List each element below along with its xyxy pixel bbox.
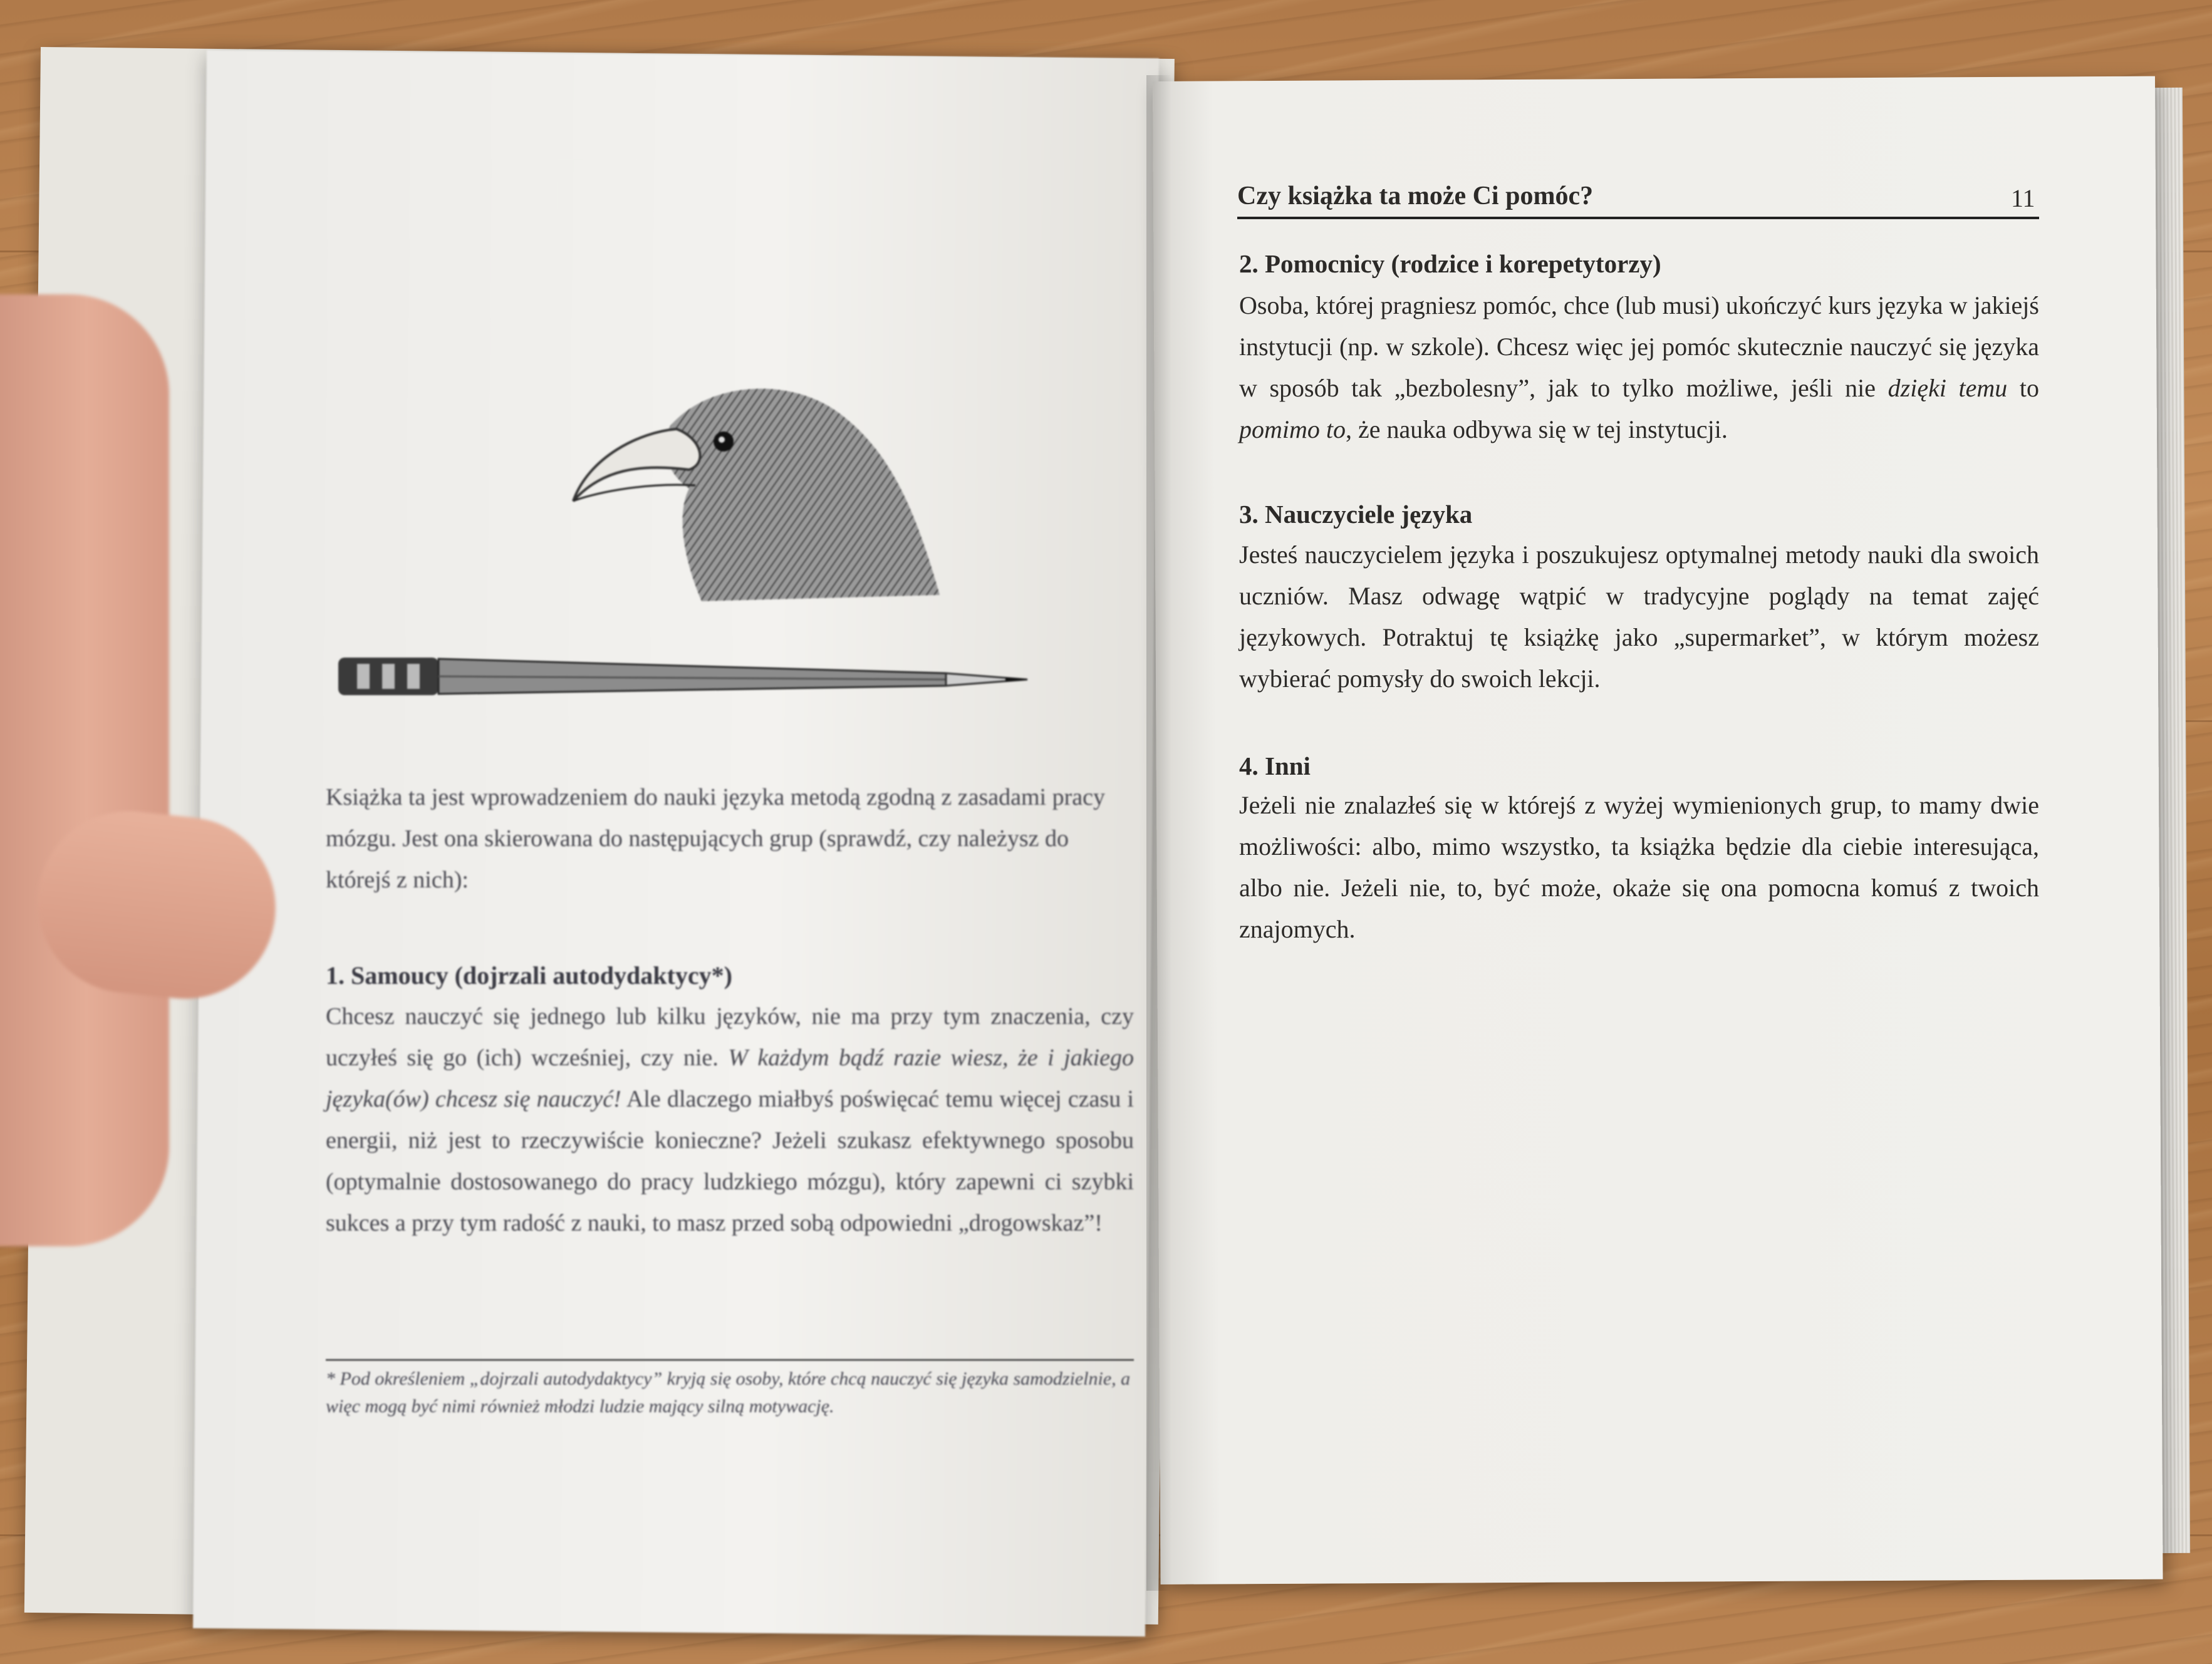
section4-heading: 4. Inni — [1239, 752, 1311, 780]
left-intro-paragraph: Książka ta jest wprowadzeniem do nauki języka metodą zgodną z zasadami pracy mózgu. Jest ona skierowana do następujących grup (sprawdź, czy należysz do którejś z nich): — [326, 784, 1105, 893]
section3-heading: 3. Nauczyciele języka — [1239, 500, 1473, 529]
header-rule — [1237, 217, 2039, 219]
hand — [0, 294, 169, 1246]
section2-emphasis-1: dzięki temu — [1887, 374, 2008, 402]
section3-body: Jesteś nauczycielem języka i poszukujesz optymalnej metody nauki dla swoich uczniów. Masz odwagę wątpić w tradycyjne poglądy na temat zajęć językowych. Potraktuj tę książkę jako „supermarket”, w którym możesz wybierać pomysły do swoich lekcji. — [1239, 540, 2039, 693]
eagle-illustration — [564, 369, 965, 607]
section2-body-end: , że nauka odbywa się w tej instytucji. — [1346, 415, 1728, 443]
section2-body — [1239, 285, 2039, 450]
section2-emphasis-2: pomimo to — [1239, 415, 1346, 443]
section2-heading: 2. Pomocnicy (rodzice i korepetytorzy) — [1239, 249, 1661, 278]
page-number: 11 — [2011, 184, 2035, 212]
section1-heading: 1. Samoucy (dojrzali autodydaktycy*) — [326, 961, 732, 990]
section1-body — [326, 996, 1134, 1244]
footnote-rule — [326, 1359, 1134, 1361]
section2-body-start: Osoba, której pragniesz pomóc, chce (lub musi) ukończyć kurs języka w jakiejś instytucji (np. w szkole). Chcesz więc jej pomóc skutecznie nauczyć się języka w sposób tak „bezbolesny”, jak to tylko możliwe, jeśli nie — [1239, 291, 2039, 402]
book-gutter — [1146, 75, 1171, 1591]
section1-body-start: Chcesz nauczyć się jednego lub kilku języków, nie ma przy tym znaczenia, czy uczyłeś się go (ich) wcześniej, czy nie. — [326, 1003, 1134, 1071]
section2-connector: to — [2007, 374, 2039, 402]
pencil-illustration — [332, 645, 1040, 708]
section1-body-emphasis: W każdym bądź razie wiesz, że i jakiego języka(ów) chcesz się nauczyć! — [326, 1045, 1135, 1112]
section1-body-end: Ale dlaczego miałbyś poświęcać temu więcej czasu i energii, niż jest to rzeczywiście konieczne? Jeżeli szukasz efektywnego sposobu (optymalnie dostosowanego do pracy ludzkiego mózgu), który zapewni ci szybki sukces a przy tym radość z nauki, to masz przed sobą odpowiedni „drogowskaz”! — [326, 1086, 1134, 1236]
footnote: * Pod określeniem „dojrzali autodydaktycy” kryją się osoby, które chcą nauczyć się języka samodzielnie, a więc mogą być nimi również młodzi ludzie mający silną motywację. — [326, 1368, 1131, 1417]
running-header: Czy książka ta może Ci pomóc? — [1237, 182, 1594, 210]
section4-body: Jeżeli nie znalazłeś się w którejś z wyżej wymienionych grup, to mamy dwie możliwości: albo, mimo wszystko, ta książka będzie dla ciebie interesująca, albo nie. Jeżeli nie, to, być może, okaże się ona pomocna komuś z twoich znajomych. — [1239, 791, 2039, 943]
